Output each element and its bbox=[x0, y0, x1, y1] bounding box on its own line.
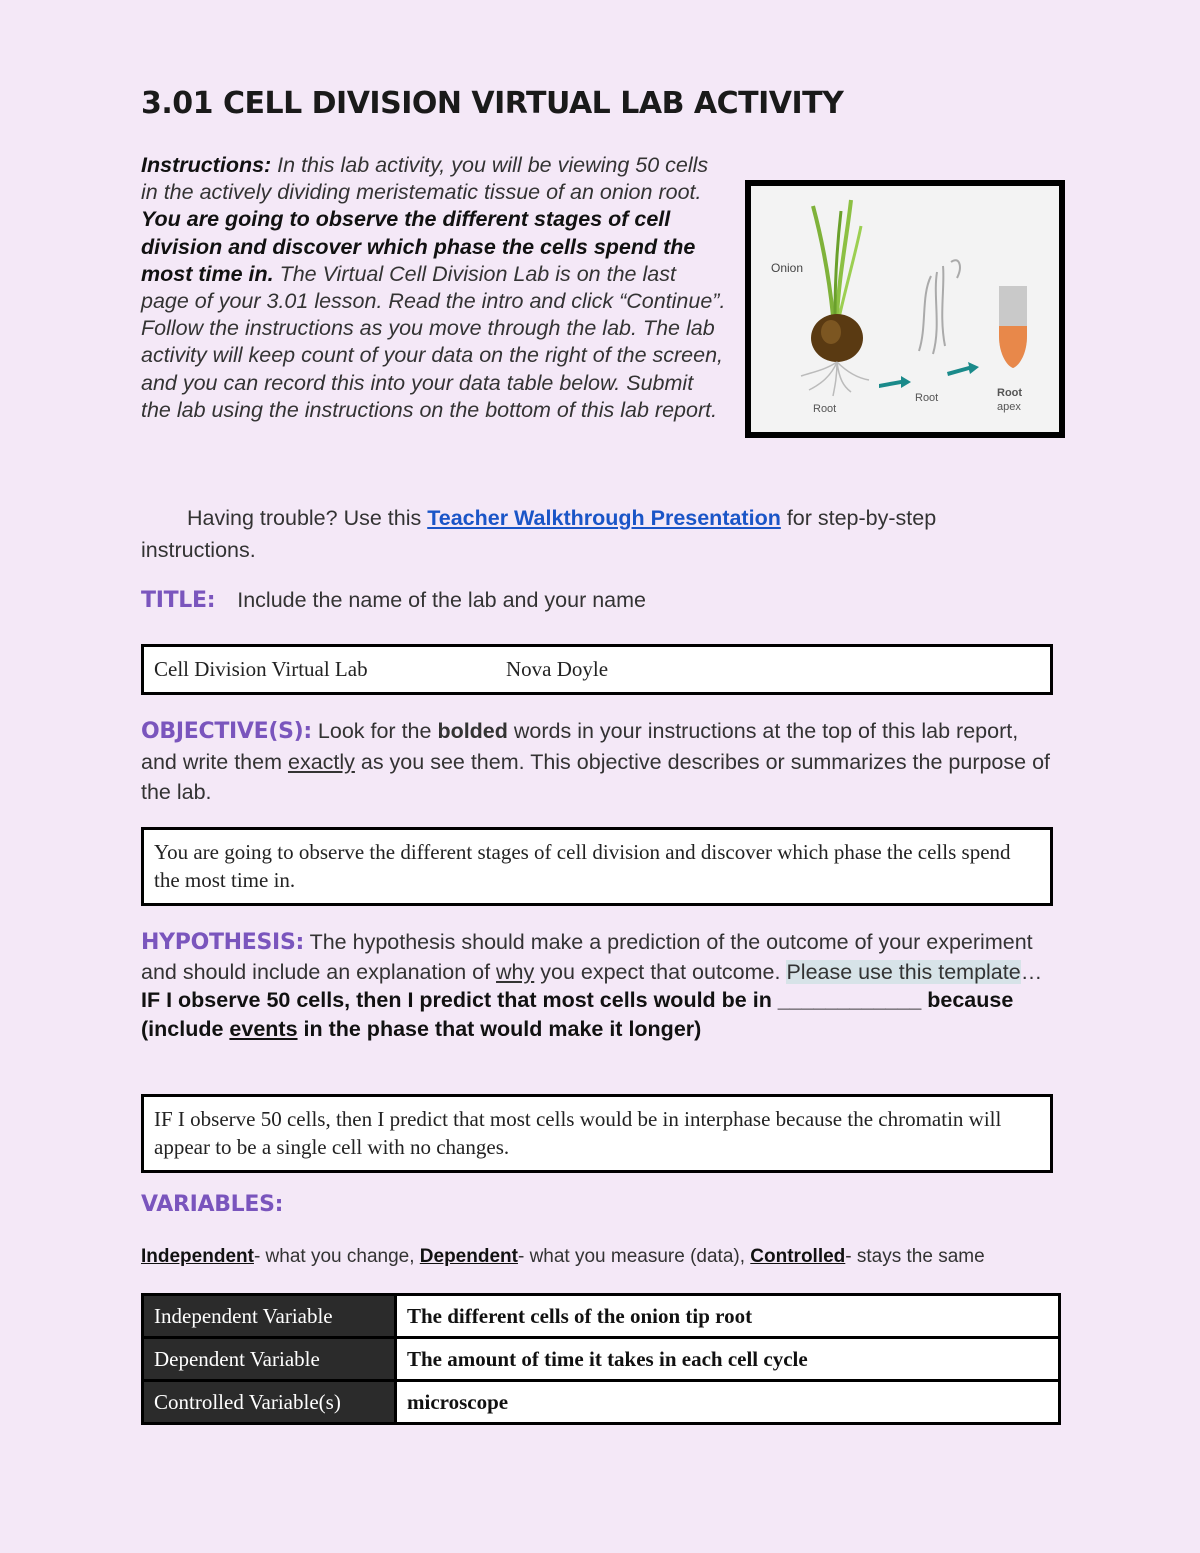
template-text-2: in the phase that would make it longer) bbox=[297, 1016, 702, 1041]
template-text-1: IF I observe 50 cells, then I predict that most cells would be in ____________ because (include bbox=[141, 988, 1014, 1041]
hypothesis-text-1: The hypothesis should make a prediction of the outcome of your experiment and should include an explanation of bbox=[141, 930, 1033, 984]
objective-text-2: words in your instructions at the top of this lab report, and write them bbox=[141, 719, 1019, 774]
objective-answer-box[interactable] bbox=[141, 827, 1053, 906]
instructions-paragraph bbox=[141, 152, 726, 424]
table-cell-answer[interactable]: The different cells of the onion tip root bbox=[396, 1295, 1060, 1338]
hypothesis-underlined-why: why bbox=[496, 959, 535, 984]
hypothesis-section-label: HYPOTHESIS: bbox=[141, 930, 304, 955]
table-cell-answer[interactable]: microscope bbox=[396, 1381, 1060, 1424]
help-text-after: for step-by-step instructions. bbox=[141, 506, 937, 562]
legend-dependent-desc: - what you measure (data), bbox=[517, 1246, 751, 1267]
title-answer-box[interactable] bbox=[141, 644, 1053, 695]
title-section-hint: Include the name of the lab and your name bbox=[237, 588, 647, 612]
variables-table bbox=[141, 1293, 1061, 1425]
lab-name-answer: Cell Division Virtual Lab bbox=[154, 657, 368, 681]
instructions-bold-objective: You are going to observe the different stages of cell division and discover which phase the cells spend the most time in. bbox=[141, 207, 696, 286]
instructions-lead: Instructions: bbox=[141, 153, 272, 177]
template-highlight: Please use this template bbox=[786, 959, 1021, 984]
hypothesis-answer: IF I observe 50 cells, then I predict that most cells would be in interphase because the chromatin will appear to be a single cell with no changes. bbox=[154, 1107, 1002, 1159]
objective-paragraph bbox=[141, 716, 1056, 807]
objective-text-3: as you see them. This objective describes or summarizes the purpose of the lab. bbox=[141, 750, 1051, 804]
onion-root-illustration bbox=[751, 186, 1059, 432]
figure-label-root-apex-2: apex bbox=[997, 401, 1021, 413]
instructions-text-2: The Virtual Cell Division Lab is on the last page of your 3.01 lesson. Read the intro and click “Continue”. Follow the instructions as you move through the lab. The lab activity will keep count of your data on the right of the screen, and you can record this into your data table below. Submit the lab using the instructions on the bottom of this lab report. bbox=[141, 261, 726, 422]
instructions-text-1: In this lab activity, you will be viewing 50 cells in the actively dividing meristematic tissue of an onion root. bbox=[141, 153, 709, 205]
table-cell-answer[interactable]: The amount of time it takes in each cell cycle bbox=[396, 1338, 1060, 1381]
hypothesis-template bbox=[141, 988, 1013, 1041]
hypothesis-answer-box[interactable] bbox=[141, 1094, 1053, 1173]
teacher-walkthrough-link[interactable]: Teacher Walkthrough Presentation bbox=[427, 506, 781, 530]
legend-independent: Independent bbox=[141, 1246, 254, 1267]
legend-dependent: Dependent bbox=[419, 1246, 518, 1267]
onion-root-figure bbox=[745, 180, 1065, 438]
document-title: 3.01 CELL DIVISION VIRTUAL LAB ACTIVITY bbox=[141, 86, 844, 121]
objective-text-1: Look for the bbox=[311, 719, 438, 743]
student-name-answer: Nova Doyle bbox=[506, 657, 609, 681]
objective-bold-word: bolded bbox=[437, 719, 508, 743]
hypothesis-text-2: you expect that outcome. bbox=[534, 959, 787, 984]
figure-label-onion: Onion bbox=[771, 261, 804, 275]
table-row-header: Dependent Variable bbox=[143, 1338, 396, 1381]
legend-controlled: Controlled bbox=[750, 1246, 846, 1267]
legend-independent-desc: - what you change, bbox=[253, 1246, 420, 1267]
variables-legend bbox=[141, 1246, 985, 1268]
variables-section-label: VARIABLES: bbox=[141, 1192, 284, 1217]
title-section-header bbox=[141, 588, 646, 613]
help-paragraph bbox=[141, 502, 1051, 566]
figure-label-root-1: Root bbox=[813, 403, 837, 415]
legend-controlled-desc: - stays the same bbox=[845, 1246, 985, 1267]
table-row bbox=[143, 1295, 1060, 1338]
table-row bbox=[143, 1381, 1060, 1424]
help-text-before: Having trouble? Use this bbox=[187, 506, 428, 530]
title-section-label: TITLE: bbox=[141, 588, 216, 613]
table-row-header: Independent Variable bbox=[143, 1295, 396, 1338]
template-underlined-events: events bbox=[229, 1016, 298, 1041]
table-row bbox=[143, 1338, 1060, 1381]
hypothesis-ellipsis: … bbox=[1020, 959, 1043, 984]
objective-answer: You are going to observe the different stages of cell division and discover which phase the cells spend the most time in. bbox=[154, 840, 1011, 892]
objective-section-label: OBJECTIVE(S): bbox=[141, 719, 312, 744]
hypothesis-paragraph bbox=[141, 928, 1056, 1043]
figure-label-root-2: Root bbox=[915, 392, 939, 404]
figure-label-root-apex-1: Root bbox=[997, 387, 1023, 399]
table-row-header: Controlled Variable(s) bbox=[143, 1381, 396, 1424]
objective-underlined-word: exactly bbox=[287, 750, 355, 774]
